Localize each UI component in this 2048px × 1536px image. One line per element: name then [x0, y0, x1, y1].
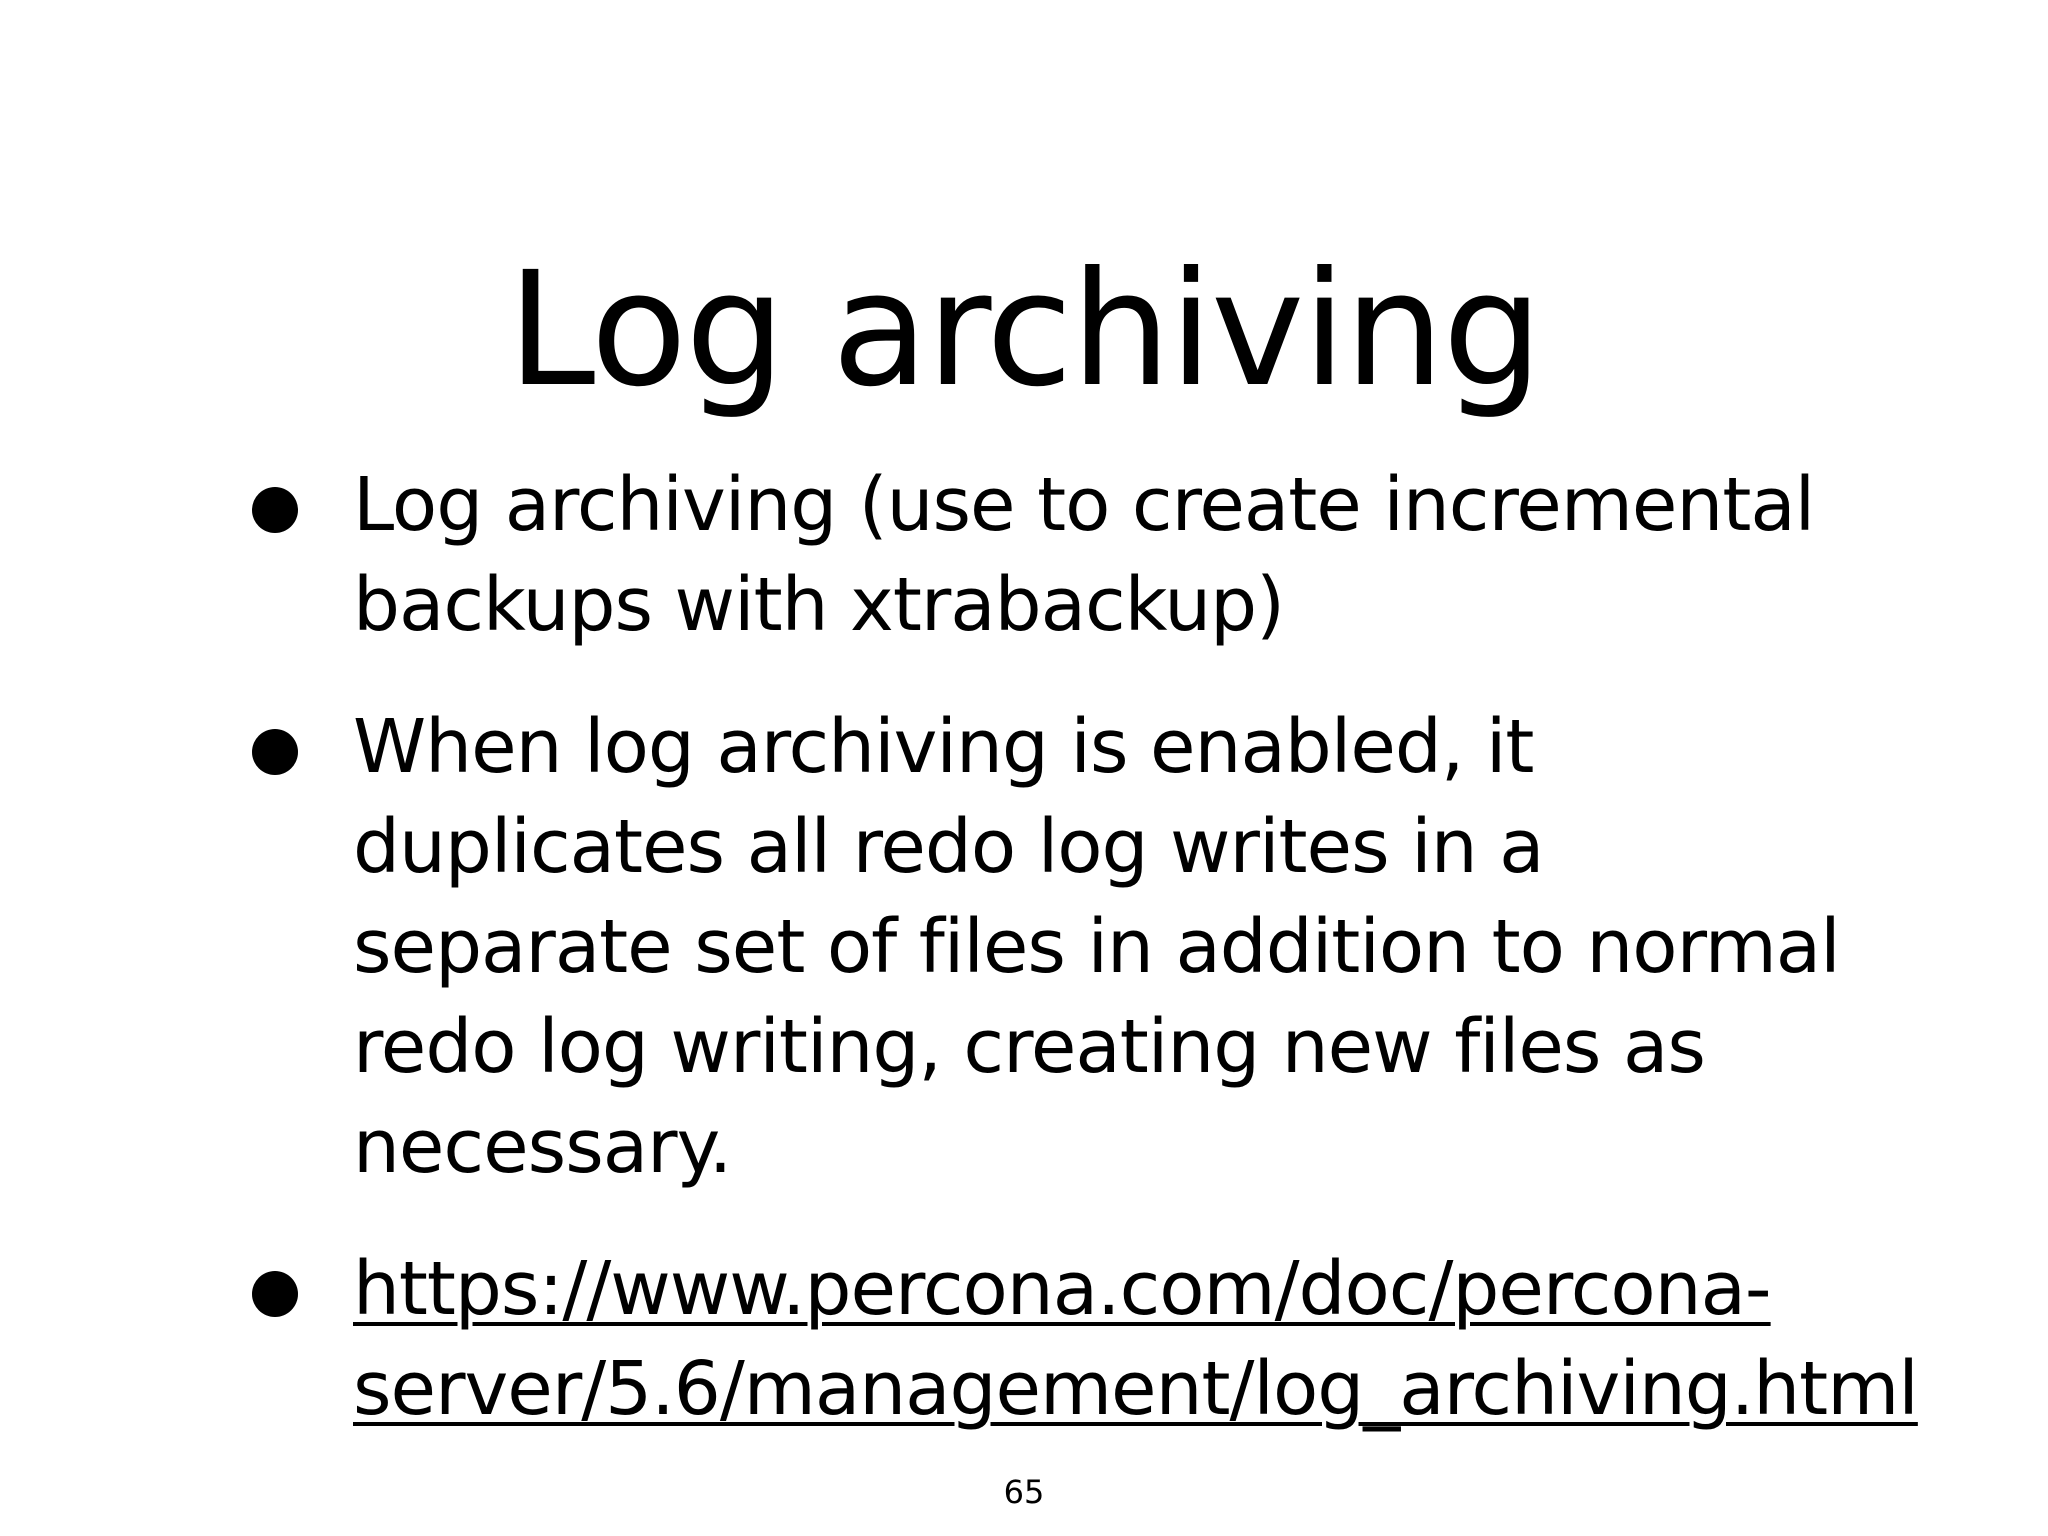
bullet-item-log-duplication: [240, 697, 1880, 1197]
bullet-item-documentation-link: [240, 1239, 1918, 1439]
bullet-icon: [252, 1271, 298, 1317]
bullet-list: [240, 455, 1918, 1481]
documentation-link-line-2: server/5.6/management/log_archiving.html: [353, 1346, 1918, 1432]
slide-title: Log archiving: [507, 237, 1541, 422]
bullet-icon: [252, 487, 298, 533]
documentation-link-line-1: https://www.percona.com/doc/percona-: [353, 1246, 1771, 1332]
page-number: 65: [1003, 1473, 1045, 1511]
bullet-item-log-archiving: [240, 455, 1880, 655]
bullet-text: When log archiving is enabled, it duplicates all redo log writes in a separate set of files in addition to normal redo log writing, creating new files as necessary.: [353, 704, 1840, 1190]
documentation-link[interactable]: [353, 1239, 1918, 1439]
bullet-text: Log archiving (use to create incremental backups with xtrabackup): [353, 462, 1815, 648]
bullet-icon: [252, 729, 298, 775]
